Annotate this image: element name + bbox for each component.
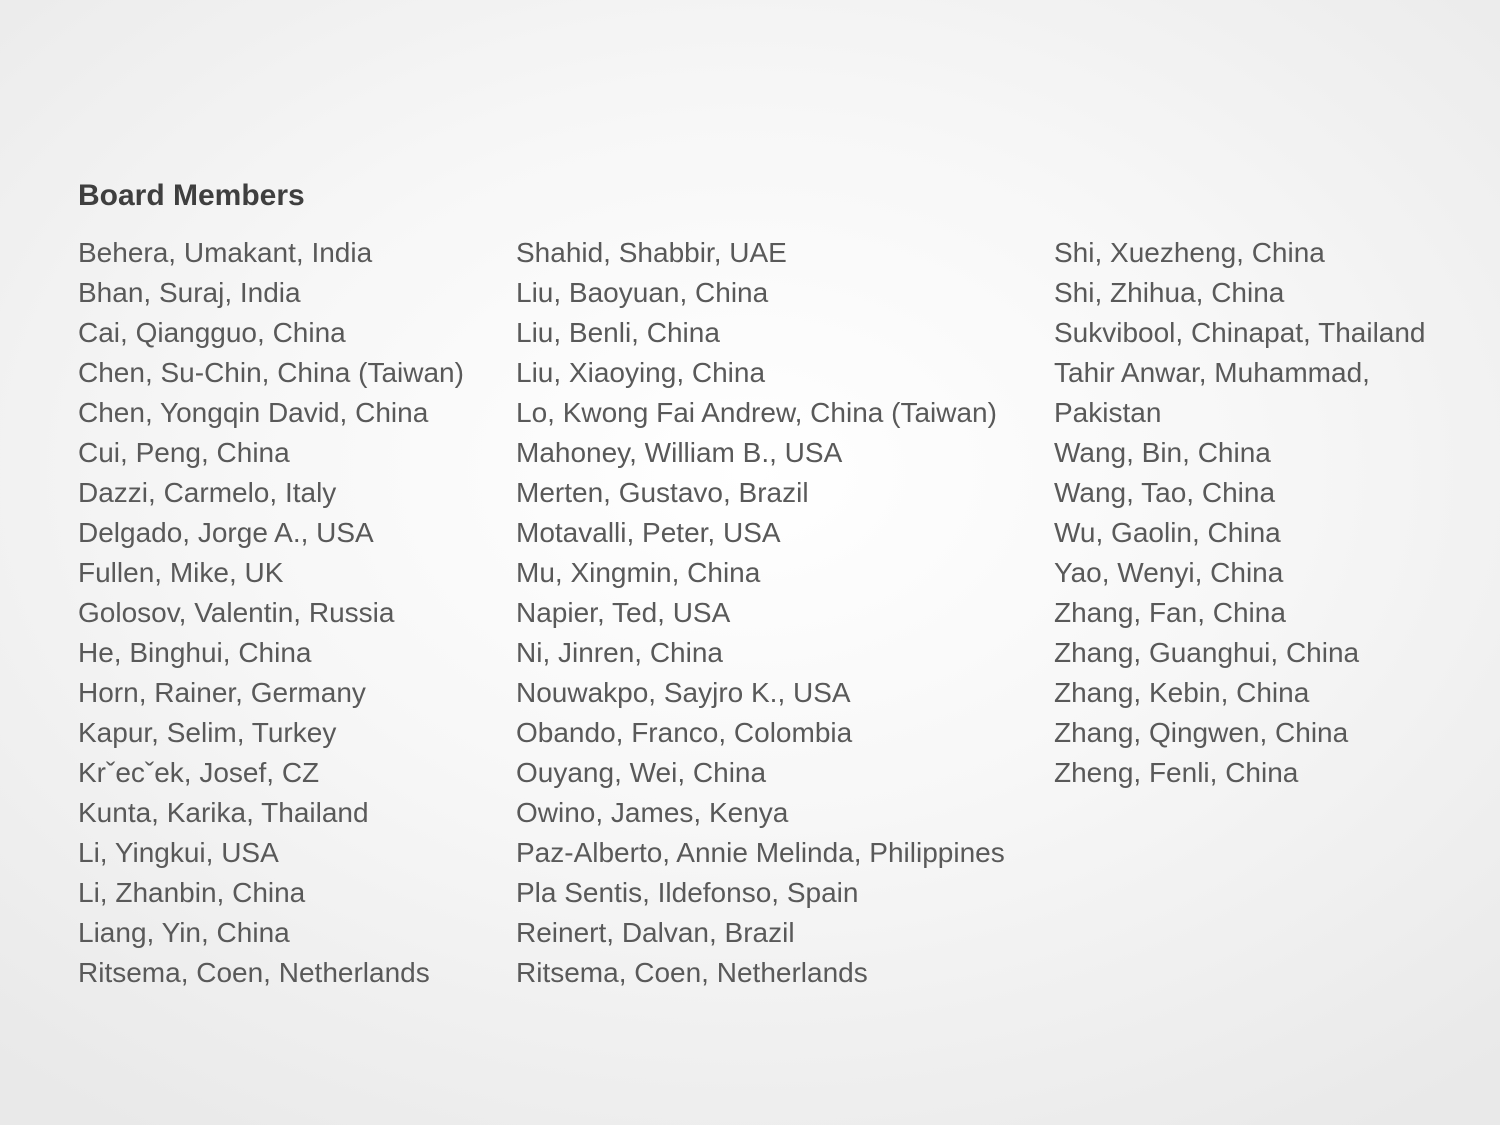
member-entry: Behera, Umakant, India <box>78 237 373 268</box>
member-entry: Owino, James, Kenya <box>516 797 789 828</box>
member-entry: Liu, Benli, China <box>516 317 720 348</box>
member-entry: Ritsema, Coen, Netherlands <box>516 957 868 988</box>
member-entry: Li, Zhanbin, China <box>78 877 306 908</box>
member-entry: Cui, Peng, China <box>78 437 290 468</box>
member-entry: Krˇecˇek, Josef, CZ <box>78 757 320 788</box>
member-entry: He, Binghui, China <box>78 637 312 668</box>
member-entry: Mahoney, William B., USA <box>516 437 843 468</box>
member-entry: Fullen, Mike, UK <box>78 557 284 588</box>
member-entry: Nouwakpo, Sayjro K., USA <box>516 677 851 708</box>
member-entry: Zhang, Kebin, China <box>1054 677 1310 708</box>
member-entry: Liu, Baoyuan, China <box>516 277 769 308</box>
member-entry: Obando, Franco, Colombia <box>516 717 853 748</box>
member-entry: Merten, Gustavo, Brazil <box>516 477 809 508</box>
member-entry: Golosov, Valentin, Russia <box>78 597 395 628</box>
member-entry: Pla Sentis, Ildefonso, Spain <box>516 877 859 908</box>
member-entry: Zhang, Fan, China <box>1054 597 1286 628</box>
member-entry: Lo, Kwong Fai Andrew, China (Taiwan) <box>516 397 997 428</box>
member-entry: Ni, Jinren, China <box>516 637 723 668</box>
member-entry: Paz-Alberto, Annie Melinda, Philippines <box>516 837 1005 868</box>
member-entry: Liu, Xiaoying, China <box>516 357 766 388</box>
member-entry: Zhang, Qingwen, China <box>1054 717 1349 748</box>
member-entry: Zheng, Fenli, China <box>1054 757 1299 788</box>
member-entry: Zhang, Guanghui, China <box>1054 637 1360 668</box>
member-entry: Napier, Ted, USA <box>516 597 731 628</box>
member-entry: Cai, Qiangguo, China <box>78 317 346 348</box>
member-entry: Bhan, Suraj, India <box>78 277 301 308</box>
member-entry: Shahid, Shabbir, UAE <box>516 237 787 268</box>
member-entry: Liang, Yin, China <box>78 917 290 948</box>
member-entry: Mu, Xingmin, China <box>516 557 761 588</box>
member-entry: Wang, Bin, China <box>1054 437 1271 468</box>
member-entry: Chen, Yongqin David, China <box>78 397 429 428</box>
member-entry: Ritsema, Coen, Netherlands <box>78 957 430 988</box>
member-entry: Dazzi, Carmelo, Italy <box>78 477 337 508</box>
member-entry: Wang, Tao, China <box>1054 477 1276 508</box>
member-column-1 <box>78 233 464 993</box>
member-entry: Kunta, Karika, Thailand <box>78 797 369 828</box>
member-entry: Horn, Rainer, Germany <box>78 677 366 708</box>
member-entry: Motavalli, Peter, USA <box>516 517 781 548</box>
member-entry: Pakistan <box>1054 397 1162 428</box>
member-entry: Tahir Anwar, Muhammad, <box>1054 357 1370 388</box>
member-entry: Wu, Gaolin, China <box>1054 517 1281 548</box>
member-entry: Delgado, Jorge A., USA <box>78 517 374 548</box>
member-entry: Shi, Zhihua, China <box>1054 277 1285 308</box>
member-entry: Yao, Wenyi, China <box>1054 557 1284 588</box>
member-entry: Shi, Xuezheng, China <box>1054 237 1325 268</box>
member-column-2 <box>516 233 1005 993</box>
member-entry: Li, Yingkui, USA <box>78 837 279 868</box>
member-entry: Chen, Su-Chin, China (Taiwan) <box>78 357 464 388</box>
member-entry: Ouyang, Wei, China <box>516 757 767 788</box>
member-entry: Kapur, Selim, Turkey <box>78 717 337 748</box>
member-column-3 <box>1054 233 1426 793</box>
member-entry: Reinert, Dalvan, Brazil <box>516 917 795 948</box>
member-entry: Sukvibool, Chinapat, Thailand <box>1054 317 1426 348</box>
page-title: Board Members <box>78 179 305 212</box>
